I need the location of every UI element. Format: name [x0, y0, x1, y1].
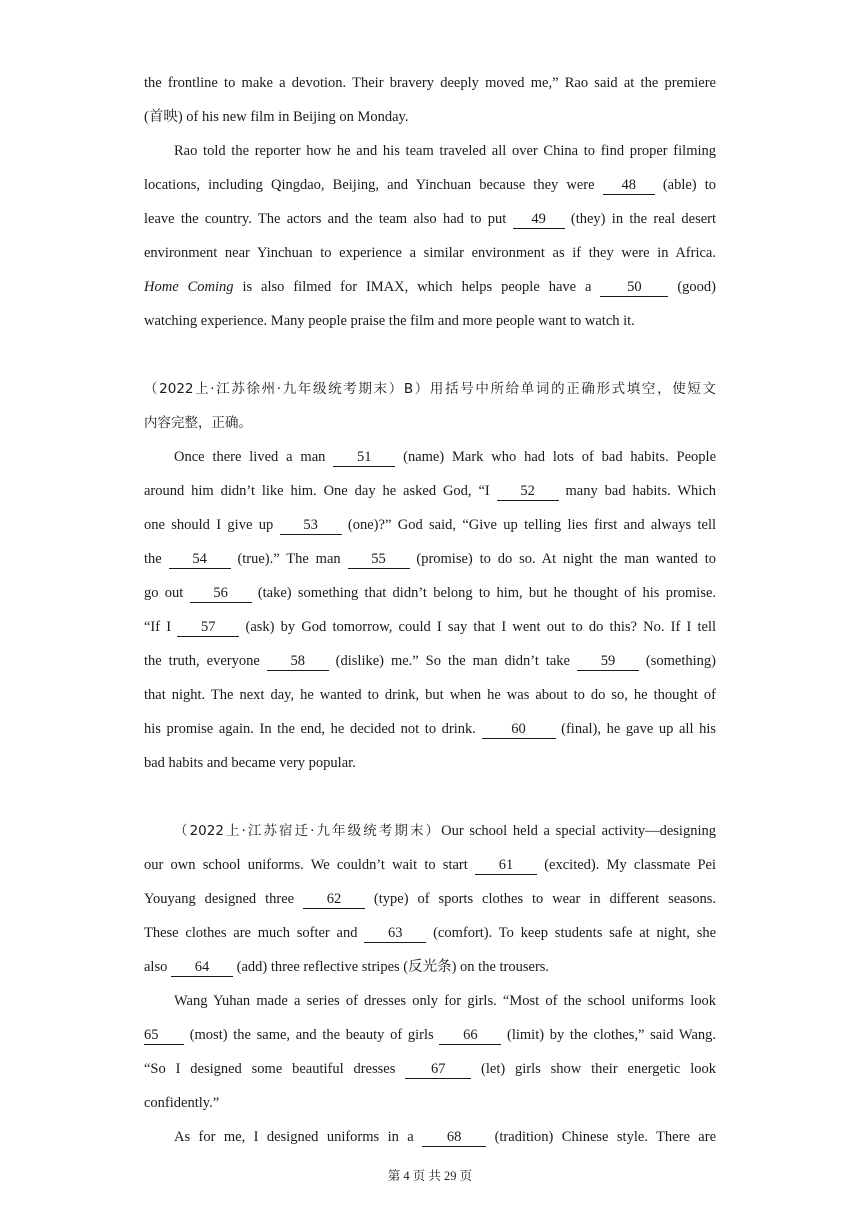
paragraph-line: As for me, I designed uniforms in a 68 (tradition) Chinese style. There are — [174, 1129, 717, 1145]
answer-blank-66: 66 — [439, 1027, 501, 1045]
answer-blank-58: 58 — [267, 653, 329, 671]
paragraph-line: watching experience. Many people praise the film and more people want to watch it. — [144, 313, 635, 329]
paragraph-line: These clothes are much softer and 63 (comfort). To keep students safe at night, she — [144, 925, 717, 941]
paragraph-line: Home Coming is also filmed for IMAX, which helps people have a 50 (good) — [144, 279, 716, 295]
answer-blank-49: 49 — [513, 211, 565, 229]
paragraph-line: the truth, everyone 58 (dislike) me.” So the man didn’t take 59 (something) — [144, 653, 716, 669]
paragraph-line: (首映) of his new film in Beijing on Monday. — [144, 109, 409, 125]
section-heading: （2022上·江苏徐州·九年级统考期末）B）用括号中所给单词的正确形式填空，使短文 — [144, 381, 716, 397]
paragraph-line: “So I designed some beautiful dresses 67 (let) girls show their energetic look — [144, 1061, 716, 1077]
answer-blank-64: 64 — [171, 959, 233, 977]
answer-blank-52: 52 — [497, 483, 559, 501]
paragraph-line: our own school uniforms. We couldn’t wait to start 61 (excited). My classmate Pei — [144, 857, 717, 873]
paragraph-line: （2022上·江苏宿迁·九年级统考期末）Our school held a special activity—designing — [174, 823, 716, 839]
section-source: （2022上·江苏宿迁·九年级统考期末） — [174, 823, 442, 839]
answer-blank-50: 50 — [600, 279, 668, 297]
answer-blank-53: 53 — [280, 517, 342, 535]
answer-blank-65: 65 — [144, 1027, 184, 1045]
paragraph-line: the 54 (true).” The man 55 (promise) to do so. At night the man wanted to — [144, 551, 717, 567]
paragraph-line: Once there lived a man 51 (name) Mark who had lots of bad habits. People — [174, 449, 717, 465]
paragraph-line: that night. The next day, he wanted to drink, but when he was about to do so, he thought of — [144, 687, 716, 703]
answer-blank-68: 68 — [422, 1129, 486, 1147]
paragraph-line: around him didn’t like him. One day he asked God, “I 52 many bad habits. Which — [144, 483, 717, 499]
answer-blank-55: 55 — [348, 551, 410, 569]
answer-blank-67: 67 — [405, 1061, 471, 1079]
paragraph-line: 65 (most) the same, and the beauty of girls 66 (limit) by the clothes,” said Wang. — [144, 1027, 717, 1043]
paragraph-line: bad habits and became very popular. — [144, 755, 356, 771]
answer-blank-60: 60 — [482, 721, 556, 739]
page-number-footer: 第 4 页 共 29 页 — [387, 1169, 473, 1183]
paragraph-line: the frontline to make a devotion. Their bravery deeply moved me,” Rao said at the premiere — [144, 75, 716, 91]
paragraph-line: one should I give up 53 (one)?” God said, “Give up telling lies first and always tell — [144, 517, 717, 533]
answer-blank-57: 57 — [177, 619, 239, 637]
answer-blank-48: 48 — [603, 177, 655, 195]
document-body — [144, 70, 716, 1158]
paragraph-line: go out 56 (take) something that didn’t belong to him, but he thought of his promise. — [144, 585, 717, 601]
paragraph-line: confidently.” — [144, 1095, 220, 1111]
paragraph-line: his promise again. In the end, he decided not to drink. 60 (final), he gave up all his — [144, 721, 717, 737]
paragraph-line: “If I 57 (ask) by God tomorrow, could I say that I went out to do this? No. If I tell — [144, 619, 717, 635]
answer-blank-62: 62 — [303, 891, 365, 909]
answer-blank-59: 59 — [577, 653, 639, 671]
answer-blank-56: 56 — [190, 585, 252, 603]
paragraph-line: Wang Yuhan made a series of dresses only for girls. “Most of the school uniforms look — [174, 993, 716, 1009]
paragraph-line: locations, including Qingdao, Beijing, and Yinchuan because they were 48 (able) to — [144, 177, 717, 193]
paragraph-line: environment near Yinchuan to experience a similar environment as if they were in Africa. — [144, 245, 716, 261]
paragraph-line: leave the country. The actors and the team also had to put 49 (they) in the real desert — [144, 211, 717, 227]
film-title: Home Coming — [144, 279, 234, 295]
answer-blank-63: 63 — [364, 925, 426, 943]
answer-blank-51: 51 — [333, 449, 395, 467]
answer-blank-61: 61 — [475, 857, 537, 875]
answer-blank-54: 54 — [169, 551, 231, 569]
paragraph-line: also 64 (add) three reflective stripes (反光条) on the trousers. — [144, 959, 550, 975]
paragraph-line: Rao told the reporter how he and his team traveled all over China to find proper filming — [174, 143, 716, 159]
paragraph-line: Youyang designed three 62 (type) of sports clothes to wear in different seasons. — [144, 891, 716, 907]
section-heading: 内容完整，正确。 — [144, 415, 252, 431]
